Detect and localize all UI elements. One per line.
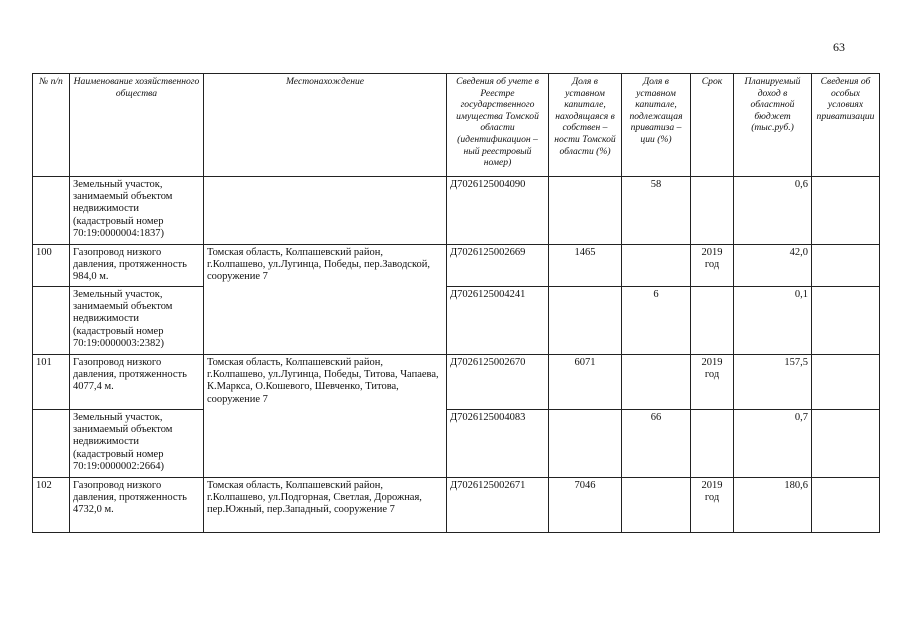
table-row xyxy=(33,245,880,287)
cell-income: 157,5 xyxy=(734,355,812,410)
cell-name: Газопровод низкого давления, протяженность 4732,0 м. xyxy=(70,478,204,533)
cell-term xyxy=(691,410,734,478)
cell-privatized-share: 6 xyxy=(622,287,691,355)
cell-num: 102 xyxy=(33,478,70,533)
cell-conditions xyxy=(812,478,880,533)
cell-name: Земельный участок, занимаемый объектом недвижимости (кадастровый номер 70:19:0000003:2382) xyxy=(70,287,204,355)
header-income: Планируемый доход в областной бюджет (тыс.руб.) xyxy=(734,74,812,177)
cell-privatized-share xyxy=(622,478,691,533)
header-row xyxy=(33,74,880,177)
cell-share xyxy=(549,410,622,478)
page-number: 63 xyxy=(833,40,845,54)
cell-income: 0,7 xyxy=(734,410,812,478)
cell-share xyxy=(549,287,622,355)
cell-share: 6071 xyxy=(549,355,622,410)
cell-term: 2019 год xyxy=(691,478,734,533)
table-row xyxy=(33,355,880,410)
cell-name: Газопровод низкого давления, протяженность 984,0 м. xyxy=(70,245,204,287)
cell-term: 2019 год xyxy=(691,355,734,410)
header-location: Местонахождение xyxy=(204,74,447,177)
cell-registry: Д7026125004241 xyxy=(447,287,549,355)
cell-privatized-share xyxy=(622,355,691,410)
cell-num xyxy=(33,410,70,478)
cell-conditions xyxy=(812,410,880,478)
cell-num: 101 xyxy=(33,355,70,410)
cell-location xyxy=(204,177,447,245)
cell-name: Земельный участок, занимаемый объектом недвижимости (кадастровый номер 70:19:0000002:2664) xyxy=(70,410,204,478)
cell-income: 42,0 xyxy=(734,245,812,287)
cell-conditions xyxy=(812,245,880,287)
cell-num xyxy=(33,287,70,355)
cell-privatized-share: 58 xyxy=(622,177,691,245)
cell-share: 7046 xyxy=(549,478,622,533)
table-row xyxy=(33,287,880,355)
cell-conditions xyxy=(812,355,880,410)
header-privatized-share: Доля в уставном капитале, подлежащая приватиза – ции (%) xyxy=(622,74,691,177)
table-row xyxy=(33,177,880,245)
header-num: № п/п xyxy=(33,74,70,177)
cell-location: Томская область, Колпашевский район, г.Колпашево, ул.Лугинца, Победы, пер.Заводской, сооружение 7 xyxy=(204,245,447,355)
header-share: Доля в уставном капитале, находящаяся в собствен – ности Томской области (%) xyxy=(549,74,622,177)
cell-registry: Д7026125004083 xyxy=(447,410,549,478)
cell-income: 0,6 xyxy=(734,177,812,245)
header-name: Наименование хозяйственного общества xyxy=(70,74,204,177)
cell-location: Томская область, Колпашевский район, г.Колпашево, ул.Лугинца, Победы, Титова, Чапаева, К.Маркса, О.Кошевого, Шевченко, Титова, сооружение 7 xyxy=(204,355,447,478)
cell-income: 180,6 xyxy=(734,478,812,533)
cell-num: 100 xyxy=(33,245,70,287)
cell-privatized-share: 66 xyxy=(622,410,691,478)
privatization-table xyxy=(32,73,880,533)
table-row xyxy=(33,410,880,478)
cell-term xyxy=(691,177,734,245)
cell-conditions xyxy=(812,177,880,245)
cell-term xyxy=(691,287,734,355)
cell-term: 2019 год xyxy=(691,245,734,287)
cell-name: Газопровод низкого давления, протяженность 4077,4 м. xyxy=(70,355,204,410)
header-term: Срок xyxy=(691,74,734,177)
cell-name: Земельный участок, занимаемый объектом недвижимости (кадастровый номер 70:19:0000004:1837) xyxy=(70,177,204,245)
header-registry: Сведения об учете в Реестре государственного имущества Томской области (идентификацион – ный реестровый номер) xyxy=(447,74,549,177)
table-row xyxy=(33,478,880,533)
cell-registry: Д7026125002671 xyxy=(447,478,549,533)
header-conditions: Сведения об особых условиях приватизации xyxy=(812,74,880,177)
cell-share xyxy=(549,177,622,245)
cell-registry: Д7026125004090 xyxy=(447,177,549,245)
cell-registry: Д7026125002670 xyxy=(447,355,549,410)
cell-location: Томская область, Колпашевский район, г.Колпашево, ул.Подгорная, Светлая, Дорожная, пер.Южный, пер.Западный, сооружение 7 xyxy=(204,478,447,533)
cell-num xyxy=(33,177,70,245)
cell-share: 1465 xyxy=(549,245,622,287)
cell-registry: Д7026125002669 xyxy=(447,245,549,287)
cell-conditions xyxy=(812,287,880,355)
cell-privatized-share xyxy=(622,245,691,287)
cell-income: 0,1 xyxy=(734,287,812,355)
